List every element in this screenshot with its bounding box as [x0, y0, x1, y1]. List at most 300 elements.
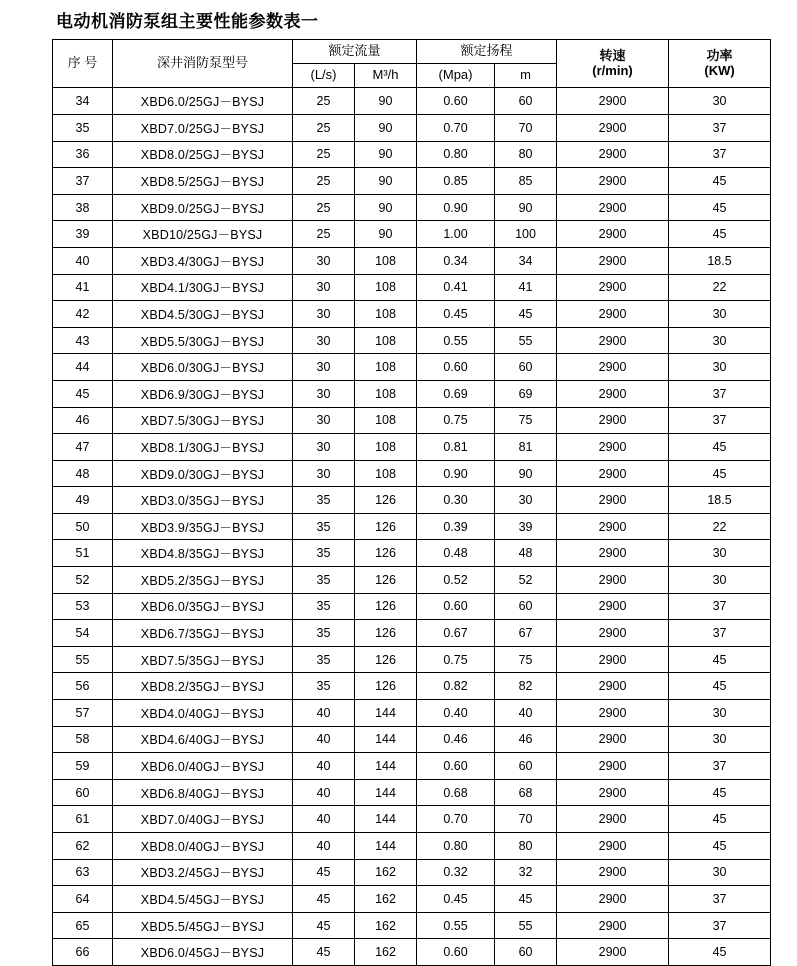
cell-flow-ls: 30	[293, 301, 355, 328]
pump-spec-table	[52, 39, 771, 966]
cell-head-mpa: 0.67	[417, 620, 495, 647]
cell-speed: 2900	[557, 407, 669, 434]
cell-power: 22	[669, 513, 771, 540]
cell-flow-ls: 30	[293, 407, 355, 434]
cell-head-m: 46	[495, 726, 557, 753]
cell-no: 61	[53, 806, 113, 833]
cell-head-mpa: 0.75	[417, 407, 495, 434]
cell-head-mpa: 0.34	[417, 247, 495, 274]
cell-head-mpa: 0.90	[417, 194, 495, 221]
column-header-no: 序 号	[53, 40, 113, 88]
cell-flow-m3h: 144	[355, 753, 417, 780]
column-header-head-mpa: (Mpa)	[417, 64, 495, 88]
cell-flow-m3h: 108	[355, 380, 417, 407]
cell-speed: 2900	[557, 487, 669, 514]
cell-head-m: 80	[495, 833, 557, 860]
cell-flow-ls: 25	[293, 168, 355, 195]
cell-flow-ls: 30	[293, 274, 355, 301]
cell-flow-m3h: 126	[355, 673, 417, 700]
column-header-flow-ls: (L/s)	[293, 64, 355, 88]
cell-head-m: 60	[495, 88, 557, 115]
cell-model: XBD4.8/35GJ－BYSJ	[113, 540, 293, 567]
cell-no: 52	[53, 567, 113, 594]
cell-head-m: 100	[495, 221, 557, 248]
cell-model: XBD8.2/35GJ－BYSJ	[113, 673, 293, 700]
cell-flow-m3h: 108	[355, 247, 417, 274]
cell-no: 64	[53, 886, 113, 913]
table-row	[53, 194, 771, 221]
cell-flow-ls: 40	[293, 806, 355, 833]
table-row	[53, 646, 771, 673]
cell-flow-m3h: 126	[355, 487, 417, 514]
cell-model: XBD3.2/45GJ－BYSJ	[113, 859, 293, 886]
cell-flow-m3h: 126	[355, 540, 417, 567]
cell-flow-ls: 35	[293, 593, 355, 620]
table-row	[53, 540, 771, 567]
cell-power: 45	[669, 779, 771, 806]
cell-speed: 2900	[557, 460, 669, 487]
cell-speed: 2900	[557, 912, 669, 939]
cell-flow-ls: 30	[293, 434, 355, 461]
table-row	[53, 88, 771, 115]
cell-head-mpa: 1.00	[417, 221, 495, 248]
cell-power: 45	[669, 806, 771, 833]
cell-speed: 2900	[557, 301, 669, 328]
cell-flow-m3h: 90	[355, 194, 417, 221]
cell-flow-m3h: 162	[355, 912, 417, 939]
cell-model: XBD7.0/40GJ－BYSJ	[113, 806, 293, 833]
cell-speed: 2900	[557, 327, 669, 354]
cell-head-m: 82	[495, 673, 557, 700]
cell-model: XBD6.0/35GJ－BYSJ	[113, 593, 293, 620]
cell-power: 22	[669, 274, 771, 301]
cell-no: 38	[53, 194, 113, 221]
table-row	[53, 833, 771, 860]
cell-speed: 2900	[557, 247, 669, 274]
cell-power: 45	[669, 673, 771, 700]
cell-flow-ls: 40	[293, 753, 355, 780]
cell-flow-ls: 45	[293, 912, 355, 939]
column-group-header-head: 额定扬程	[417, 40, 557, 64]
column-header-power-bottom: (KW)	[704, 62, 735, 78]
cell-power: 45	[669, 939, 771, 966]
cell-flow-ls: 40	[293, 700, 355, 727]
table-row	[53, 620, 771, 647]
cell-power: 37	[669, 380, 771, 407]
column-header-power	[669, 40, 771, 88]
cell-speed: 2900	[557, 114, 669, 141]
table-row	[53, 726, 771, 753]
cell-flow-m3h: 144	[355, 726, 417, 753]
cell-head-mpa: 0.39	[417, 513, 495, 540]
cell-speed: 2900	[557, 726, 669, 753]
cell-flow-m3h: 108	[355, 354, 417, 381]
cell-flow-m3h: 162	[355, 939, 417, 966]
cell-model: XBD8.0/40GJ－BYSJ	[113, 833, 293, 860]
cell-power: 37	[669, 620, 771, 647]
cell-head-m: 67	[495, 620, 557, 647]
cell-head-mpa: 0.90	[417, 460, 495, 487]
cell-flow-ls: 35	[293, 513, 355, 540]
cell-head-mpa: 0.60	[417, 593, 495, 620]
cell-model: XBD6.7/35GJ－BYSJ	[113, 620, 293, 647]
cell-head-mpa: 0.52	[417, 567, 495, 594]
cell-head-m: 70	[495, 806, 557, 833]
cell-head-mpa: 0.30	[417, 487, 495, 514]
table-row	[53, 806, 771, 833]
table-row	[53, 168, 771, 195]
cell-no: 51	[53, 540, 113, 567]
cell-flow-ls: 45	[293, 886, 355, 913]
cell-speed: 2900	[557, 700, 669, 727]
cell-speed: 2900	[557, 194, 669, 221]
cell-no: 40	[53, 247, 113, 274]
cell-head-m: 32	[495, 859, 557, 886]
cell-speed: 2900	[557, 221, 669, 248]
cell-power: 45	[669, 221, 771, 248]
cell-head-mpa: 0.60	[417, 88, 495, 115]
cell-flow-ls: 45	[293, 859, 355, 886]
cell-flow-m3h: 144	[355, 779, 417, 806]
cell-head-m: 75	[495, 407, 557, 434]
table-row	[53, 301, 771, 328]
cell-model: XBD8.5/25GJ－BYSJ	[113, 168, 293, 195]
cell-flow-ls: 25	[293, 194, 355, 221]
table-row	[53, 779, 771, 806]
cell-head-m: 81	[495, 434, 557, 461]
cell-no: 39	[53, 221, 113, 248]
cell-head-mpa: 0.60	[417, 753, 495, 780]
cell-flow-ls: 25	[293, 141, 355, 168]
cell-no: 50	[53, 513, 113, 540]
cell-flow-m3h: 126	[355, 567, 417, 594]
cell-model: XBD6.0/40GJ－BYSJ	[113, 753, 293, 780]
cell-flow-m3h: 108	[355, 460, 417, 487]
cell-no: 37	[53, 168, 113, 195]
cell-speed: 2900	[557, 88, 669, 115]
cell-flow-m3h: 90	[355, 168, 417, 195]
cell-no: 63	[53, 859, 113, 886]
column-header-flow-m3h: M³/h	[355, 64, 417, 88]
cell-head-m: 45	[495, 301, 557, 328]
cell-model: XBD5.2/35GJ－BYSJ	[113, 567, 293, 594]
cell-head-mpa: 0.40	[417, 700, 495, 727]
cell-head-mpa: 0.55	[417, 327, 495, 354]
cell-flow-ls: 30	[293, 247, 355, 274]
cell-power: 45	[669, 434, 771, 461]
cell-power: 30	[669, 700, 771, 727]
cell-head-mpa: 0.48	[417, 540, 495, 567]
cell-speed: 2900	[557, 593, 669, 620]
cell-head-mpa: 0.46	[417, 726, 495, 753]
cell-flow-ls: 35	[293, 567, 355, 594]
cell-power: 30	[669, 726, 771, 753]
cell-flow-ls: 35	[293, 487, 355, 514]
cell-no: 66	[53, 939, 113, 966]
cell-head-m: 90	[495, 194, 557, 221]
table-row	[53, 380, 771, 407]
cell-head-m: 60	[495, 753, 557, 780]
table-row	[53, 513, 771, 540]
cell-head-m: 40	[495, 700, 557, 727]
cell-model: XBD7.5/30GJ－BYSJ	[113, 407, 293, 434]
table-row	[53, 673, 771, 700]
cell-power: 30	[669, 354, 771, 381]
cell-power: 18.5	[669, 487, 771, 514]
cell-flow-ls: 40	[293, 726, 355, 753]
cell-head-m: 68	[495, 779, 557, 806]
cell-no: 45	[53, 380, 113, 407]
cell-no: 47	[53, 434, 113, 461]
cell-speed: 2900	[557, 567, 669, 594]
cell-no: 58	[53, 726, 113, 753]
cell-power: 37	[669, 141, 771, 168]
cell-speed: 2900	[557, 380, 669, 407]
cell-model: XBD3.9/35GJ－BYSJ	[113, 513, 293, 540]
cell-flow-m3h: 108	[355, 434, 417, 461]
table-row	[53, 593, 771, 620]
cell-model: XBD6.0/30GJ－BYSJ	[113, 354, 293, 381]
cell-no: 35	[53, 114, 113, 141]
cell-power: 45	[669, 460, 771, 487]
page-title: 电动机消防泵组主要性能参数表一	[56, 12, 319, 31]
cell-flow-ls: 25	[293, 88, 355, 115]
cell-head-mpa: 0.60	[417, 354, 495, 381]
table-row	[53, 753, 771, 780]
table-row	[53, 434, 771, 461]
cell-head-m: 41	[495, 274, 557, 301]
table-row	[53, 859, 771, 886]
cell-power: 37	[669, 912, 771, 939]
cell-speed: 2900	[557, 833, 669, 860]
cell-speed: 2900	[557, 779, 669, 806]
cell-head-m: 55	[495, 912, 557, 939]
table-row	[53, 700, 771, 727]
cell-head-m: 80	[495, 141, 557, 168]
cell-speed: 2900	[557, 434, 669, 461]
cell-head-m: 69	[495, 380, 557, 407]
cell-model: XBD5.5/30GJ－BYSJ	[113, 327, 293, 354]
cell-speed: 2900	[557, 354, 669, 381]
cell-flow-m3h: 108	[355, 274, 417, 301]
cell-flow-m3h: 126	[355, 620, 417, 647]
cell-no: 34	[53, 88, 113, 115]
cell-head-mpa: 0.85	[417, 168, 495, 195]
cell-head-m: 30	[495, 487, 557, 514]
column-header-speed-bottom: (r/min)	[592, 62, 633, 78]
cell-head-mpa: 0.45	[417, 886, 495, 913]
cell-flow-m3h: 144	[355, 833, 417, 860]
cell-head-mpa: 0.60	[417, 939, 495, 966]
cell-model: XBD9.0/25GJ－BYSJ	[113, 194, 293, 221]
cell-no: 56	[53, 673, 113, 700]
cell-flow-m3h: 108	[355, 301, 417, 328]
cell-speed: 2900	[557, 168, 669, 195]
cell-model: XBD8.0/25GJ－BYSJ	[113, 141, 293, 168]
cell-flow-ls: 35	[293, 620, 355, 647]
table-row	[53, 567, 771, 594]
cell-no: 36	[53, 141, 113, 168]
cell-no: 65	[53, 912, 113, 939]
cell-head-mpa: 0.70	[417, 806, 495, 833]
cell-flow-ls: 25	[293, 114, 355, 141]
cell-model: XBD7.5/35GJ－BYSJ	[113, 646, 293, 673]
cell-power: 30	[669, 859, 771, 886]
cell-flow-m3h: 90	[355, 88, 417, 115]
cell-head-m: 75	[495, 646, 557, 673]
table-row	[53, 354, 771, 381]
cell-head-mpa: 0.82	[417, 673, 495, 700]
column-header-model: 深井消防泵型号	[113, 40, 293, 88]
cell-head-m: 34	[495, 247, 557, 274]
cell-model: XBD4.0/40GJ－BYSJ	[113, 700, 293, 727]
cell-head-mpa: 0.70	[417, 114, 495, 141]
cell-flow-ls: 30	[293, 380, 355, 407]
cell-power: 30	[669, 88, 771, 115]
column-group-header-flow: 额定流量	[293, 40, 417, 64]
cell-no: 54	[53, 620, 113, 647]
cell-head-m: 52	[495, 567, 557, 594]
cell-power: 37	[669, 886, 771, 913]
cell-speed: 2900	[557, 753, 669, 780]
cell-flow-ls: 45	[293, 939, 355, 966]
cell-head-m: 39	[495, 513, 557, 540]
cell-model: XBD8.1/30GJ－BYSJ	[113, 434, 293, 461]
cell-power: 37	[669, 114, 771, 141]
cell-power: 37	[669, 593, 771, 620]
cell-flow-m3h: 126	[355, 593, 417, 620]
cell-no: 44	[53, 354, 113, 381]
cell-flow-m3h: 126	[355, 513, 417, 540]
cell-model: XBD4.6/40GJ－BYSJ	[113, 726, 293, 753]
column-header-speed-top: 转速	[599, 47, 626, 63]
cell-model: XBD6.8/40GJ－BYSJ	[113, 779, 293, 806]
cell-flow-ls: 30	[293, 327, 355, 354]
table-row	[53, 407, 771, 434]
cell-flow-m3h: 144	[355, 700, 417, 727]
cell-model: XBD4.5/30GJ－BYSJ	[113, 301, 293, 328]
cell-model: XBD10/25GJ－BYSJ	[113, 221, 293, 248]
table-row	[53, 939, 771, 966]
table-row	[53, 274, 771, 301]
table-row	[53, 460, 771, 487]
cell-speed: 2900	[557, 646, 669, 673]
cell-speed: 2900	[557, 274, 669, 301]
cell-power: 45	[669, 646, 771, 673]
cell-speed: 2900	[557, 939, 669, 966]
cell-model: XBD7.0/25GJ－BYSJ	[113, 114, 293, 141]
cell-flow-ls: 40	[293, 833, 355, 860]
cell-head-m: 60	[495, 939, 557, 966]
cell-no: 42	[53, 301, 113, 328]
cell-head-m: 90	[495, 460, 557, 487]
cell-head-mpa: 0.81	[417, 434, 495, 461]
table-row	[53, 327, 771, 354]
cell-flow-ls: 35	[293, 646, 355, 673]
cell-head-mpa: 0.55	[417, 912, 495, 939]
cell-head-m: 85	[495, 168, 557, 195]
cell-no: 60	[53, 779, 113, 806]
cell-flow-ls: 35	[293, 540, 355, 567]
cell-model: XBD6.0/25GJ－BYSJ	[113, 88, 293, 115]
cell-no: 48	[53, 460, 113, 487]
cell-model: XBD9.0/30GJ－BYSJ	[113, 460, 293, 487]
table-body	[53, 88, 771, 966]
cell-head-mpa: 0.80	[417, 833, 495, 860]
table-row	[53, 114, 771, 141]
table-row	[53, 487, 771, 514]
cell-flow-m3h: 108	[355, 327, 417, 354]
cell-no: 43	[53, 327, 113, 354]
cell-head-m: 60	[495, 354, 557, 381]
cell-model: XBD5.5/45GJ－BYSJ	[113, 912, 293, 939]
cell-flow-m3h: 162	[355, 859, 417, 886]
cell-head-m: 48	[495, 540, 557, 567]
cell-flow-m3h: 90	[355, 114, 417, 141]
cell-head-m: 55	[495, 327, 557, 354]
cell-power: 30	[669, 567, 771, 594]
cell-speed: 2900	[557, 141, 669, 168]
cell-power: 30	[669, 301, 771, 328]
cell-flow-ls: 35	[293, 673, 355, 700]
cell-power: 37	[669, 753, 771, 780]
cell-head-mpa: 0.45	[417, 301, 495, 328]
cell-model: XBD4.1/30GJ－BYSJ	[113, 274, 293, 301]
cell-head-mpa: 0.32	[417, 859, 495, 886]
cell-power: 18.5	[669, 247, 771, 274]
cell-head-m: 60	[495, 593, 557, 620]
cell-head-m: 70	[495, 114, 557, 141]
cell-model: XBD3.4/30GJ－BYSJ	[113, 247, 293, 274]
cell-head-mpa: 0.80	[417, 141, 495, 168]
cell-power: 45	[669, 168, 771, 195]
table-row	[53, 221, 771, 248]
cell-power: 37	[669, 407, 771, 434]
cell-flow-ls: 40	[293, 779, 355, 806]
cell-flow-ls: 25	[293, 221, 355, 248]
cell-flow-m3h: 126	[355, 646, 417, 673]
cell-speed: 2900	[557, 620, 669, 647]
cell-power: 45	[669, 194, 771, 221]
cell-model: XBD6.9/30GJ－BYSJ	[113, 380, 293, 407]
cell-head-mpa: 0.41	[417, 274, 495, 301]
cell-no: 62	[53, 833, 113, 860]
cell-model: XBD3.0/35GJ－BYSJ	[113, 487, 293, 514]
cell-head-mpa: 0.75	[417, 646, 495, 673]
column-header-power-top: 功率	[706, 47, 733, 63]
table-row	[53, 247, 771, 274]
column-header-head-m: m	[495, 64, 557, 88]
cell-flow-m3h: 90	[355, 141, 417, 168]
cell-power: 30	[669, 327, 771, 354]
cell-head-m: 45	[495, 886, 557, 913]
table-row	[53, 886, 771, 913]
cell-flow-m3h: 108	[355, 407, 417, 434]
column-header-speed	[557, 40, 669, 88]
cell-speed: 2900	[557, 806, 669, 833]
cell-flow-ls: 30	[293, 460, 355, 487]
cell-head-mpa: 0.68	[417, 779, 495, 806]
cell-speed: 2900	[557, 513, 669, 540]
cell-speed: 2900	[557, 886, 669, 913]
cell-power: 30	[669, 540, 771, 567]
cell-no: 57	[53, 700, 113, 727]
cell-no: 49	[53, 487, 113, 514]
cell-no: 55	[53, 646, 113, 673]
table-header-row-1	[53, 40, 771, 64]
cell-flow-m3h: 90	[355, 221, 417, 248]
cell-model: XBD6.0/45GJ－BYSJ	[113, 939, 293, 966]
